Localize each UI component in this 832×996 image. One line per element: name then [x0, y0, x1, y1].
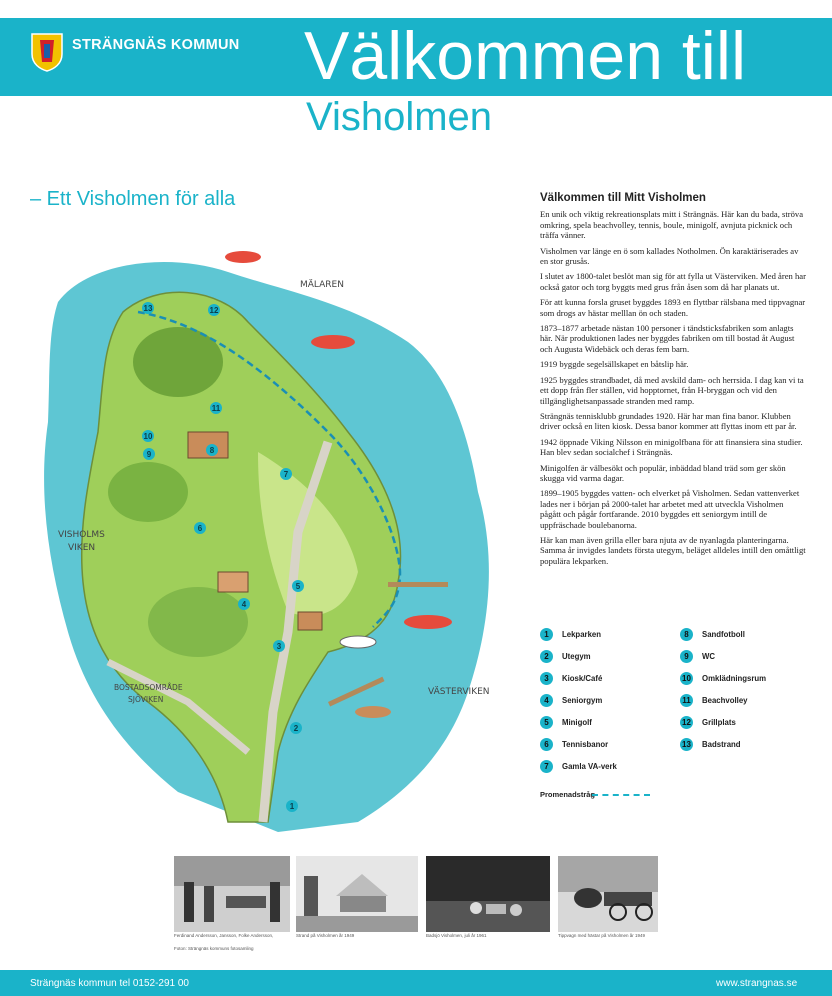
info-paragraph: 1873–1877 arbetade nästan 100 personer i tändsticksfabriken som anlagts här. När produktionen lades ner byggdes fabriken om till bostad åt August och Augusta Widebäck och deras fem barn. [540, 323, 795, 354]
photo-credit: Foton: Strängnäs kommuns fotosamling [174, 946, 254, 951]
label-vasterviken: VÄSTERVIKEN [428, 687, 490, 697]
legend-label: Badstrand [702, 740, 741, 749]
page-title-place: Visholmen [306, 95, 493, 139]
legend-item [540, 694, 602, 707]
svg-text:6: 6 [197, 524, 203, 533]
info-heading: Välkommen till Mitt Visholmen [540, 192, 706, 204]
svg-text:7: 7 [283, 470, 289, 479]
legend-item [680, 672, 766, 685]
svg-text:9: 9 [146, 450, 152, 459]
legend-label: Sandfotboll [702, 630, 745, 639]
woodland [108, 462, 188, 522]
promenade-dash-sample [592, 794, 650, 796]
info-paragraph: För att kunna forsla gruset byggdes 1893 en flyttbar rälsbana med tippvagnar som drogs av hästar melllan ön och staden. [540, 297, 806, 318]
boat [404, 615, 452, 629]
legend-label: Gamla VA-verk [562, 762, 617, 771]
legend-number: 10 [680, 672, 693, 685]
label-bostad-1: BOSTADSOMRÅDE [114, 683, 183, 692]
legend-number: 7 [540, 760, 553, 773]
legend-label: Lekparken [562, 630, 602, 639]
label-malaren: MÄLAREN [300, 280, 344, 290]
legend-item [680, 628, 745, 641]
info-paragraph: Minigolfen är välbesökt och populär, inbäddad bland träd som ger skön skugga vid varma dagar. [540, 462, 786, 483]
pier [388, 582, 448, 587]
svg-text:12: 12 [209, 306, 219, 315]
legend-label: Minigolf [562, 718, 592, 727]
marker-3[interactable] [273, 640, 285, 652]
historic-photo-4 [558, 856, 658, 932]
legend-number: 2 [540, 650, 553, 663]
woodland [148, 587, 248, 657]
legend-label: Seniorgym [562, 696, 603, 705]
boat [355, 706, 391, 718]
svg-text:11: 11 [211, 404, 221, 413]
svg-text:13: 13 [143, 304, 153, 313]
building [298, 612, 322, 630]
marker-1[interactable] [286, 800, 298, 812]
legend-number: 9 [680, 650, 693, 663]
legend-number: 3 [540, 672, 553, 685]
woodland [133, 327, 223, 397]
marker-7[interactable] [280, 468, 292, 480]
legend-item [540, 672, 602, 685]
info-text [540, 193, 806, 571]
info-paragraph: Här kan man även grilla eller bara njuta av de nyanlagda planteringarna. Samma år invigdes landets första utegym, beläget alldeles intill den omåttligt populära lekparken. [540, 534, 806, 566]
illustrated-map [28, 232, 512, 836]
marker-9[interactable] [143, 448, 155, 460]
org-name: STRÄNGNÄS KOMMUN [72, 37, 240, 53]
legend-item [540, 628, 601, 641]
info-paragraph: Strängnäs tennisklubb grundades 1920. Här har man fina banor. Klubben driver också en liten kiosk. Dessa banor kommer att flyttas inom ett par år. [540, 410, 797, 432]
legend-label: Omklädningsrum [702, 674, 767, 683]
svg-text:10: 10 [143, 432, 153, 441]
building [218, 572, 248, 592]
section-subtitle: – Ett Visholmen för alla [30, 188, 236, 210]
legend-item [540, 738, 608, 751]
svg-text:1: 1 [289, 802, 295, 811]
label-visholmsviken-1: VISHOLMS [58, 530, 105, 540]
info-paragraph: 1925 byggdes strandbadet, då med avskild dam- och herrsida. I dag kan vi ta ett dopp från fler ställen, vid hopptornet, från H-bryggan och vid den tillgänglighetsanpassade stranden med ramp. [540, 374, 804, 406]
label-visholmsviken-2: VIKEN [68, 543, 96, 553]
info-paragraph: 1942 öppnade Viking Nilsson en minigolfbana för att finansiera sina studier. Han blev sedan socialchef i Strängnäs. [540, 436, 803, 458]
marker-2[interactable] [290, 722, 302, 734]
svg-text:8: 8 [209, 446, 215, 455]
marker-8[interactable] [206, 444, 218, 456]
legend-item [540, 650, 591, 663]
photo-caption: Ferdinand Andersson, Jansson, Folke Andersson, [174, 933, 274, 938]
legend-number: 1 [540, 628, 553, 641]
boat [340, 636, 376, 648]
legend-number: 8 [680, 628, 693, 641]
marker-10[interactable] [142, 430, 154, 442]
legend-label: Utegym [562, 652, 591, 661]
photo-caption: Badsjö Visholmen, juli år 1961 [426, 933, 487, 938]
marker-12[interactable] [208, 304, 220, 316]
marker-5[interactable] [292, 580, 304, 592]
marker-6[interactable] [194, 522, 206, 534]
marker-13[interactable] [142, 302, 154, 314]
footer-website-link[interactable]: www.strangnas.se [716, 978, 798, 989]
page-title: Välkommen till [304, 18, 747, 94]
promenade-label: Promenadstråg [540, 790, 596, 799]
legend-number: 6 [540, 738, 553, 751]
boat [311, 335, 355, 349]
historic-photo-3 [426, 856, 550, 932]
info-paragraph: 1919 byggde segelsällskapet en båtslip här. [540, 359, 689, 370]
legend-label: WC [702, 652, 715, 661]
legend-label: Grillplats [702, 718, 736, 727]
coat-of-arms-icon [30, 32, 64, 72]
svg-text:3: 3 [276, 642, 282, 651]
info-paragraph: 1899–1905 byggdes vatten- och elverket på Visholmen. Sedan vattenverket lades ner i början på 2000-talet har arbetet med att utveckla Visholmen pågått och pågår fortfarande. 2010 byggdes ett seniorgym intill de uppfräschade boulebanorna. [540, 488, 800, 530]
legend-item [540, 716, 592, 729]
footer-contact: Strängnäs kommun tel 0152-291 00 [30, 978, 189, 989]
marker-4[interactable] [238, 598, 250, 610]
label-bostad-2: SJÖVIKEN [128, 695, 164, 704]
legend-item [680, 694, 748, 707]
marker-11[interactable] [210, 402, 222, 414]
boat [225, 251, 261, 263]
legend-item [680, 738, 741, 751]
svg-text:5: 5 [295, 582, 301, 591]
legend-item [680, 650, 715, 663]
info-paragraph: I slutet av 1800-talet beslöt man sig för att fylla ut Västerviken. Med åren har också gator och torg byggts med grus från åsen som då har planats ut. [540, 271, 806, 292]
legend-label: Tennisbanor [562, 740, 609, 749]
historic-photo-1 [174, 856, 290, 932]
legend-number: 11 [680, 694, 693, 707]
legend-label: Kiosk/Café [562, 674, 603, 683]
svg-text:2: 2 [293, 724, 299, 733]
svg-text:4: 4 [241, 600, 247, 609]
legend-number: 5 [540, 716, 553, 729]
legend-item [540, 760, 617, 773]
photo-caption: Tippvagn med hästar på Visholmen år 1949 [558, 933, 646, 938]
legend-label: Beachvolley [702, 696, 748, 705]
legend-number: 12 [680, 716, 693, 729]
info-paragraph: Visholmen var länge en ö som kallades Notholmen. Ön karaktäriserades av en stor grusås. [540, 245, 799, 267]
info-paragraph: En unik och viktig rekreationsplats mitt i Strängnäs. Här kan du bada, ströva omkring, spela beachvolley, tennis, boule, minigolf, avnjuta picknick och träffa vänner. [540, 209, 804, 241]
legend-item [680, 716, 736, 729]
legend-number: 13 [680, 738, 693, 751]
historic-photo-2 [296, 856, 418, 932]
photo-caption: Strand på Visholmen år 1949 [296, 933, 355, 938]
legend-number: 4 [540, 694, 553, 707]
